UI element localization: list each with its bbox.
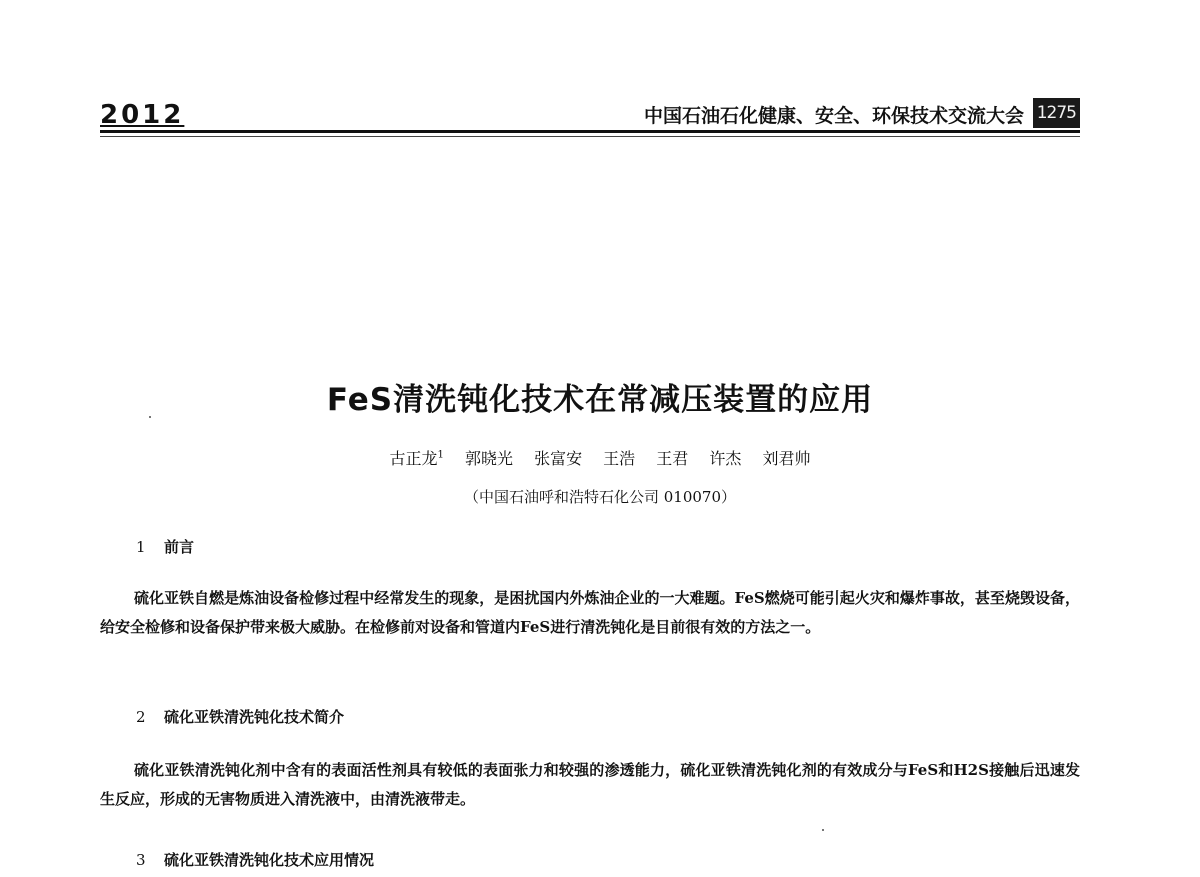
author bbox=[389, 449, 443, 468]
section-heading bbox=[136, 536, 194, 557]
scan-speck bbox=[149, 416, 151, 418]
section-title: 硫化亚铁清洗钝化技术简介 bbox=[164, 708, 345, 726]
author: 刘君帅 bbox=[762, 449, 811, 468]
section-title: 硫化亚铁清洗钝化技术应用情况 bbox=[164, 851, 375, 869]
author-superscript: 1 bbox=[437, 449, 444, 461]
author: 王君 bbox=[656, 449, 689, 468]
section-heading bbox=[136, 849, 374, 870]
scan-speck bbox=[822, 829, 824, 831]
section-number: 1 bbox=[136, 538, 146, 556]
header-rule-thin bbox=[100, 136, 1080, 137]
author: 王浩 bbox=[603, 449, 636, 468]
author: 张富安 bbox=[534, 449, 583, 468]
body-paragraph: 硫化亚铁清洗钝化剂中含有的表面活性剂具有较低的表面张力和较强的渗透能力，硫化亚铁清洗钝化剂的有效成分与FeS和H2S接触后迅速发生反应，形成的无害物质进入清洗液中，由清洗液带走。 bbox=[100, 761, 1080, 808]
author-list bbox=[0, 446, 1200, 469]
header-rule bbox=[100, 130, 1080, 133]
section-title: 前言 bbox=[164, 538, 195, 556]
author: 许杰 bbox=[709, 449, 742, 468]
section-heading bbox=[136, 706, 344, 727]
paper-title: FeS清洗钝化技术在常减压装置的应用 bbox=[326, 382, 874, 418]
author: 郭晓光 bbox=[464, 449, 513, 468]
section-number: 2 bbox=[136, 708, 146, 726]
header-conference-title: 中国石油石化健康、安全、环保技术交流大会 bbox=[643, 105, 1024, 127]
section-number: 3 bbox=[136, 851, 146, 869]
body-paragraph: 硫化亚铁自燃是炼油设备检修过程中经常发生的现象，是困扰国内外炼油企业的一大难题。FeS燃烧可能引起火灾和爆炸事故，甚至烧毁设备，给安全检修和设备保护带来极大威胁。在检修前对设备和管道内FeS进行清洗钝化是目前很有效的方法之一。 bbox=[100, 589, 1080, 636]
header-year: 2012 bbox=[100, 100, 185, 130]
author-name: 古正龙 bbox=[389, 449, 438, 468]
header-page-number: 1275 bbox=[1033, 98, 1080, 128]
affiliation: （中国石油呼和浩特石化公司 010070） bbox=[463, 488, 737, 506]
page-header bbox=[100, 96, 1080, 136]
